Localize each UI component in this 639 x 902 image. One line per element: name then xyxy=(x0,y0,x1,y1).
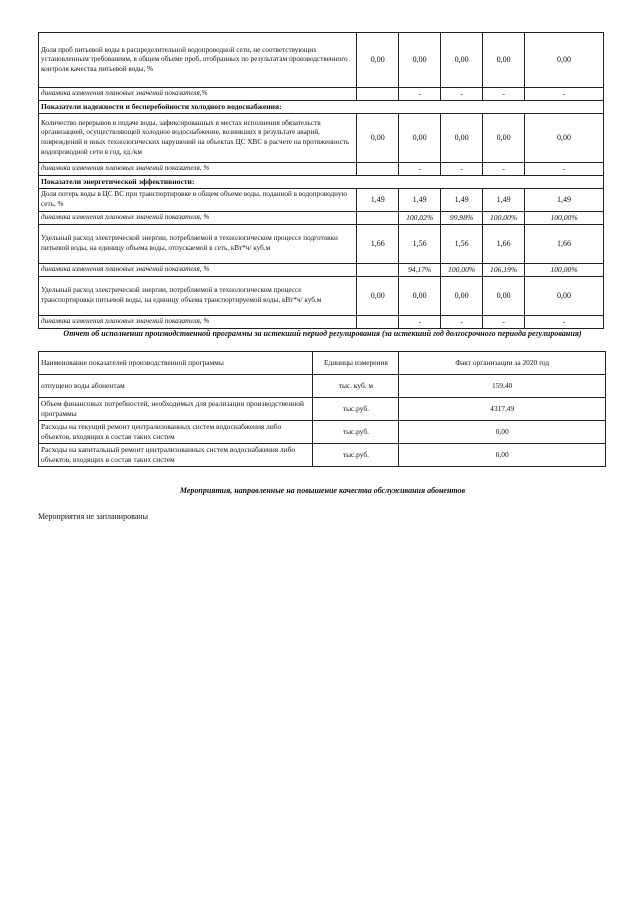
value-cell: 1,49 xyxy=(525,189,604,212)
indicator-row xyxy=(39,225,604,264)
value-cell: 94,17% xyxy=(399,264,441,277)
dynamics-row xyxy=(39,88,604,101)
indicator-name: Объем финансовых потребностей, необходимых для реализации производственной программы xyxy=(39,398,313,421)
value-cell: 0,00 xyxy=(525,33,604,88)
value-cell: 0,00 xyxy=(357,33,399,88)
value-cell: 100,00% xyxy=(483,212,525,225)
value-cell: - xyxy=(483,88,525,101)
value-cell: 99,98% xyxy=(441,212,483,225)
value-cell: 0,00 xyxy=(483,277,525,316)
value-cell: 100,00% xyxy=(525,264,604,277)
value-cell: - xyxy=(525,316,604,329)
value-cell: 0,00 xyxy=(441,277,483,316)
indicator-name: Расходы на текущий ремонт централизованных систем водоснабжения либо объектов, входящих в состав таких систем xyxy=(39,421,313,444)
fact-value: 4317,49 xyxy=(399,398,606,421)
value-cell: - xyxy=(483,163,525,176)
indicators-table xyxy=(38,32,604,329)
value-cell: 0,00 xyxy=(483,114,525,163)
value-cell: 0,00 xyxy=(441,114,483,163)
value-cell: 1,66 xyxy=(525,225,604,264)
indicator-label: Удельный расход электрической энергии, потребляемой в технологическом процессе подготовки питьевой воды, на единицу объема воды, отпускаемой в сеть, кВт*ч/ куб.м xyxy=(39,225,357,264)
section-row xyxy=(39,176,604,189)
value-cell: - xyxy=(441,88,483,101)
value-cell: 100,00% xyxy=(525,212,604,225)
dynamics-label: динамика изменения плановых значений показателя, % xyxy=(39,212,357,225)
value-cell: 0,00 xyxy=(525,277,604,316)
value-cell: - xyxy=(525,88,604,101)
value-cell: 0,00 xyxy=(399,33,441,88)
table-row xyxy=(39,421,606,444)
indicator-label: Удельный расход электрической энергии, потребляемой в технологическом процессе транспортировки питьевой воды, на единицу объема транспортируемой воды, кВт*ч/ куб.м xyxy=(39,277,357,316)
value-cell: 1,66 xyxy=(483,225,525,264)
indicator-row xyxy=(39,33,604,88)
value-cell: 0,00 xyxy=(525,114,604,163)
fact-value: 0,00 xyxy=(399,421,606,444)
dynamics-row xyxy=(39,316,604,329)
value-cell: 0,00 xyxy=(399,277,441,316)
indicator-row xyxy=(39,114,604,163)
indicator-label: Доля проб питьевой воды в распределительной водопроводной сети, не соответствующих установленным требованиям, в общем объеме проб, отобранных по результатам производственного контроля качества питьевой воды, % xyxy=(39,33,357,88)
indicator-name: отпущено воды абонентам xyxy=(39,375,313,398)
table-header-row xyxy=(39,352,606,375)
header-indicator-name: Наименование показателей производственной программы xyxy=(39,352,313,375)
unit-cell: тыс.руб. xyxy=(313,398,399,421)
table-row xyxy=(39,398,606,421)
header-fact-2020: Факт организации за 2020 год xyxy=(399,352,606,375)
value-cell: 1,56 xyxy=(441,225,483,264)
value-cell: 1,56 xyxy=(399,225,441,264)
table-row xyxy=(39,444,606,467)
value-cell: - xyxy=(399,163,441,176)
fact-value: 0,00 xyxy=(399,444,606,467)
unit-cell: тыс. куб. м xyxy=(313,375,399,398)
value-cell xyxy=(357,88,399,101)
section-title: Показатели надежности и бесперебойности холодного водоснабжения: xyxy=(39,101,604,114)
dynamics-label: динамика изменения плановых значений показателя, % xyxy=(39,316,357,329)
value-cell: 1,49 xyxy=(399,189,441,212)
program-report-caption: Отчет об исполнении производственной программы за истекший период регулирования (за истекший год долгосрочного периода регулирования) xyxy=(63,329,582,338)
value-cell: - xyxy=(525,163,604,176)
value-cell: 0,00 xyxy=(441,33,483,88)
value-cell: - xyxy=(399,88,441,101)
value-cell: 0,00 xyxy=(483,33,525,88)
indicator-row xyxy=(39,277,604,316)
unit-cell: тыс.руб. xyxy=(313,444,399,467)
value-cell: - xyxy=(399,316,441,329)
value-cell: 0,00 xyxy=(357,277,399,316)
value-cell: 0,00 xyxy=(399,114,441,163)
value-cell: 0,00 xyxy=(357,114,399,163)
value-cell: 1,49 xyxy=(357,189,399,212)
section-row xyxy=(39,101,604,114)
value-cell: - xyxy=(441,163,483,176)
dynamics-label: динамика изменения плановых значений показателя, % xyxy=(39,163,357,176)
dynamics-row xyxy=(39,264,604,277)
value-cell xyxy=(357,264,399,277)
program-report-table xyxy=(38,351,606,467)
service-quality-measures-caption: Мероприятия, направленные на повышение качества обслуживания абонентов xyxy=(179,486,466,495)
dynamics-label: динамика изменения плановых значений показателя, % xyxy=(39,264,357,277)
value-cell xyxy=(357,212,399,225)
value-cell: 106,19% xyxy=(483,264,525,277)
value-cell xyxy=(357,316,399,329)
table-row xyxy=(39,375,606,398)
fact-value: 159,40 xyxy=(399,375,606,398)
value-cell: 100,00% xyxy=(441,264,483,277)
dynamics-row xyxy=(39,212,604,225)
indicator-label: Количество перерывов в подаче воды, зафиксированных в местах исполнения обязательств организацией, осуществляющей холодное водоснабжение, возникших в результате аварий, повреждений и иных технологических нарушений на объектах ЦС ХВС в расчете на протяженность водопроводной сети в год, ед./км xyxy=(39,114,357,163)
indicator-name: Расходы на капитальный ремонт централизованных систем водоснабжения либо объектов, входящих в состав таких систем xyxy=(39,444,313,467)
value-cell: 1,49 xyxy=(483,189,525,212)
value-cell: - xyxy=(441,316,483,329)
value-cell: 1,66 xyxy=(357,225,399,264)
value-cell: 1,49 xyxy=(441,189,483,212)
value-cell: 100,02% xyxy=(399,212,441,225)
value-cell xyxy=(357,163,399,176)
indicator-row xyxy=(39,189,604,212)
dynamics-label: динамика изменения плановых значений показателя,% xyxy=(39,88,357,101)
indicator-label: Доля потерь воды в ЦС ВС при транспортировке в общем объеме воды, поданной в водопроводную сеть, % xyxy=(39,189,357,212)
unit-cell: тыс.руб. xyxy=(313,421,399,444)
dynamics-row xyxy=(39,163,604,176)
measures-note: Мероприятия не запланированы xyxy=(38,512,148,521)
header-units: Единицы измерения xyxy=(313,352,399,375)
section-title: Показатели энергетической эффективности: xyxy=(39,176,604,189)
value-cell: - xyxy=(483,316,525,329)
